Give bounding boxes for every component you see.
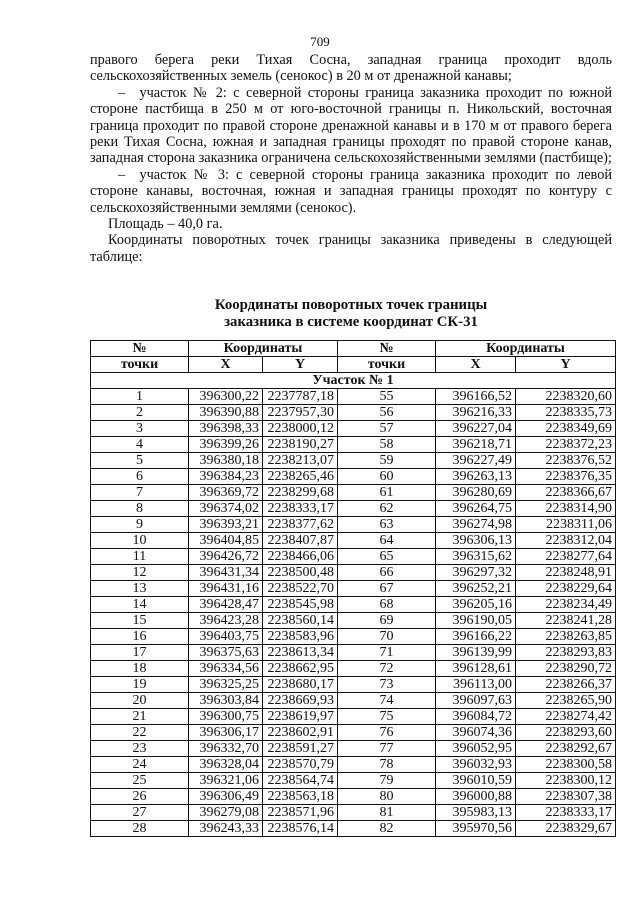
- table-row: [91, 725, 616, 741]
- table-cell: 15: [91, 613, 189, 629]
- header-coordinates: Координаты: [436, 341, 616, 357]
- table-cell: 2238377,62: [263, 517, 338, 533]
- table-cell: 22: [91, 725, 189, 741]
- table-cell: 2238570,79: [263, 757, 338, 773]
- table-cell: 63: [338, 517, 436, 533]
- table-cell: 19: [91, 677, 189, 693]
- paragraph: – участок № 3: с северной стороны граница заказника проходит по левой стороне канавы, восточная, южная и западная границы проходят по контуру с сельскохозяйственными землями (сенокос).: [90, 166, 612, 216]
- table-cell: 25: [91, 773, 189, 789]
- table-cell: 396306,49: [189, 789, 263, 805]
- table-cell: 2238290,72: [516, 661, 616, 677]
- table-cell: 2238571,96: [263, 805, 338, 821]
- table-cell: 2238300,12: [516, 773, 616, 789]
- table-cell: 5: [91, 453, 189, 469]
- table-cell: 396306,13: [436, 533, 516, 549]
- paragraph: Площадь – 40,0 га.: [108, 216, 223, 233]
- table-cell: 396032,93: [436, 757, 516, 773]
- table-cell: 11: [91, 549, 189, 565]
- table-cell: 396428,47: [189, 597, 263, 613]
- table-cell: 3: [91, 421, 189, 437]
- table-row: [91, 581, 616, 597]
- table-cell: 2238213,07: [263, 453, 338, 469]
- table-cell: 78: [338, 757, 436, 773]
- table-cell: 17: [91, 645, 189, 661]
- table-row: [91, 805, 616, 821]
- table-cell: 2238277,64: [516, 549, 616, 565]
- paragraph: – участок № 2: с северной стороны граница заказника проходит по южной стороне пастбища в 250 м от юго-восточной границы п. Никольский, восточная граница проходит по правой стороне дренажной канавы и в 170 м от правого берега реки Тихая Сосна, южная и западная границы проходят по правой стороне канав, западная сторона заказника ограничена сельскохозяйственными землями (пастбище);: [90, 84, 612, 167]
- table-cell: 2238376,35: [516, 469, 616, 485]
- table-cell: 396398,33: [189, 421, 263, 437]
- table-row: [91, 773, 616, 789]
- table-row: [91, 613, 616, 629]
- table-cell: 396274,98: [436, 517, 516, 533]
- table-row: [91, 757, 616, 773]
- table-row: [91, 485, 616, 501]
- table-cell: 396303,84: [189, 693, 263, 709]
- table-cell: 64: [338, 533, 436, 549]
- table-cell: 16: [91, 629, 189, 645]
- table-cell: 396279,08: [189, 805, 263, 821]
- table-cell: 2238329,67: [516, 821, 616, 837]
- table-cell: 396264,75: [436, 501, 516, 517]
- table-cell: 395983,13: [436, 805, 516, 821]
- table-cell: 10: [91, 533, 189, 549]
- table-row: [91, 645, 616, 661]
- header-x: X: [189, 357, 263, 373]
- table-cell: 74: [338, 693, 436, 709]
- table-cell: 2238311,06: [516, 517, 616, 533]
- table-cell: 27: [91, 805, 189, 821]
- table-cell: 66: [338, 565, 436, 581]
- table-cell: 396328,04: [189, 757, 263, 773]
- table-cell: 396252,21: [436, 581, 516, 597]
- table-cell: 396243,33: [189, 821, 263, 837]
- table-cell: 77: [338, 741, 436, 757]
- table-cell: 81: [338, 805, 436, 821]
- table-cell: 396000,88: [436, 789, 516, 805]
- table-cell: 396403,75: [189, 629, 263, 645]
- table-cell: 2238407,87: [263, 533, 338, 549]
- table-row: [91, 549, 616, 565]
- table-row: [91, 693, 616, 709]
- header-point-number-top: №: [91, 341, 189, 357]
- table-cell: 396052,95: [436, 741, 516, 757]
- table-cell: 396384,23: [189, 469, 263, 485]
- table-row: [91, 709, 616, 725]
- table-cell: 396332,70: [189, 741, 263, 757]
- table-cell: 396374,02: [189, 501, 263, 517]
- table-row: [91, 437, 616, 453]
- table-cell: 396010,59: [436, 773, 516, 789]
- table-row: [91, 789, 616, 805]
- table-cell: 396390,88: [189, 405, 263, 421]
- table-cell: 396325,25: [189, 677, 263, 693]
- header-point-number: точки: [91, 357, 189, 373]
- section-heading: Участок № 1: [91, 373, 616, 389]
- table-cell: 8: [91, 501, 189, 517]
- table-cell: 73: [338, 677, 436, 693]
- table-cell: 7: [91, 485, 189, 501]
- table-cell: 26: [91, 789, 189, 805]
- table-cell: 395970,56: [436, 821, 516, 837]
- table-cell: 396280,69: [436, 485, 516, 501]
- table-cell: 2238263,85: [516, 629, 616, 645]
- table-cell: 396084,72: [436, 709, 516, 725]
- table-cell: 2: [91, 405, 189, 421]
- table-cell: 2238265,46: [263, 469, 338, 485]
- table-cell: 56: [338, 405, 436, 421]
- header-point-number-top: №: [338, 341, 436, 357]
- table-cell: 396216,33: [436, 405, 516, 421]
- table-cell: 58: [338, 437, 436, 453]
- table-cell: 396128,61: [436, 661, 516, 677]
- table-cell: 13: [91, 581, 189, 597]
- table-cell: 2238000,12: [263, 421, 338, 437]
- table-cell: 61: [338, 485, 436, 501]
- table-cell: 2238545,98: [263, 597, 338, 613]
- table-cell: 396380,18: [189, 453, 263, 469]
- table-cell: 2238229,64: [516, 581, 616, 597]
- table-cell: 9: [91, 517, 189, 533]
- table-cell: 396393,21: [189, 517, 263, 533]
- table-row: [91, 741, 616, 757]
- table-cell: 20: [91, 693, 189, 709]
- header-coordinates: Координаты: [189, 341, 338, 357]
- table-row: [91, 821, 616, 837]
- table-cell: 396306,17: [189, 725, 263, 741]
- table-row: [91, 405, 616, 421]
- table-cell: 2238662,95: [263, 661, 338, 677]
- table-cell: 396227,49: [436, 453, 516, 469]
- table-cell: 67: [338, 581, 436, 597]
- table-cell: 2238563,18: [263, 789, 338, 805]
- table-cell: 65: [338, 549, 436, 565]
- table-cell: 24: [91, 757, 189, 773]
- table-cell: 2238293,83: [516, 645, 616, 661]
- table-cell: 2238376,52: [516, 453, 616, 469]
- table-cell: 2238680,17: [263, 677, 338, 693]
- table-cell: 68: [338, 597, 436, 613]
- table-cell: 396139,99: [436, 645, 516, 661]
- table-row: [91, 661, 616, 677]
- table-cell: 2238522,70: [263, 581, 338, 597]
- table-cell: 2238274,42: [516, 709, 616, 725]
- table-cell: 2238333,17: [263, 501, 338, 517]
- table-cell: 396426,72: [189, 549, 263, 565]
- body-text: [90, 52, 612, 265]
- table-cell: 14: [91, 597, 189, 613]
- table-cell: 2238293,60: [516, 725, 616, 741]
- table-cell: 2238314,90: [516, 501, 616, 517]
- table-cell: 396263,13: [436, 469, 516, 485]
- table-cell: 6: [91, 469, 189, 485]
- table-cell: 396097,63: [436, 693, 516, 709]
- table-cell: 2237957,30: [263, 405, 338, 421]
- table-cell: 1: [91, 389, 189, 405]
- table-cell: 396315,62: [436, 549, 516, 565]
- table-cell: 2238669,93: [263, 693, 338, 709]
- header-x: X: [436, 357, 516, 373]
- table-cell: 396218,71: [436, 437, 516, 453]
- table-cell: 396074,36: [436, 725, 516, 741]
- table-cell: 2238564,74: [263, 773, 338, 789]
- table-cell: 70: [338, 629, 436, 645]
- table-cell: 2238234,49: [516, 597, 616, 613]
- table-cell: 4: [91, 437, 189, 453]
- table-cell: 2238299,68: [263, 485, 338, 501]
- table-cell: 396431,34: [189, 565, 263, 581]
- table-cell: 2238265,90: [516, 693, 616, 709]
- table-cell: 396166,52: [436, 389, 516, 405]
- table-cell: 57: [338, 421, 436, 437]
- table-cell: 396369,72: [189, 485, 263, 501]
- table-cell: 396166,22: [436, 629, 516, 645]
- table-row: [91, 629, 616, 645]
- table-cell: 18: [91, 661, 189, 677]
- table-cell: 2238300,58: [516, 757, 616, 773]
- table-cell: 396300,22: [189, 389, 263, 405]
- table-cell: 396321,06: [189, 773, 263, 789]
- table-cell: 2238190,27: [263, 437, 338, 453]
- table-row: [91, 453, 616, 469]
- table-cell: 2238576,14: [263, 821, 338, 837]
- table-cell: 396113,00: [436, 677, 516, 693]
- table-row: [91, 517, 616, 533]
- table-cell: 2238333,17: [516, 805, 616, 821]
- table-cell: 396227,04: [436, 421, 516, 437]
- table-cell: 2238466,06: [263, 549, 338, 565]
- table-caption-line-2: заказника в системе координат СК-31: [224, 314, 478, 330]
- table-cell: 79: [338, 773, 436, 789]
- table-cell: 55: [338, 389, 436, 405]
- table-cell: 2237787,18: [263, 389, 338, 405]
- table-cell: 60: [338, 469, 436, 485]
- table-cell: 2238248,91: [516, 565, 616, 581]
- table-cell: 12: [91, 565, 189, 581]
- table-row: [91, 533, 616, 549]
- header-point-number: точки: [338, 357, 436, 373]
- paragraph: правого берега реки Тихая Сосна, западная граница проходит вдоль сельскохозяйственных земель (сенокос) в 20 м от дренажной канавы;: [90, 52, 612, 85]
- table-cell: 396375,63: [189, 645, 263, 661]
- table-cell: 396431,16: [189, 581, 263, 597]
- coordinates-table: [90, 340, 616, 837]
- header-y: Y: [263, 357, 338, 373]
- table-cell: 82: [338, 821, 436, 837]
- table-cell: 2238320,60: [516, 389, 616, 405]
- table-cell: 2238292,67: [516, 741, 616, 757]
- table-row: [91, 597, 616, 613]
- table-cell: 2238335,73: [516, 405, 616, 421]
- table-cell: 396423,28: [189, 613, 263, 629]
- header-y: Y: [516, 357, 616, 373]
- table-cell: 28: [91, 821, 189, 837]
- table-cell: 59: [338, 453, 436, 469]
- table-cell: 72: [338, 661, 436, 677]
- table-cell: 396334,56: [189, 661, 263, 677]
- table-cell: 2238591,27: [263, 741, 338, 757]
- table-row: [91, 565, 616, 581]
- paragraph: Координаты поворотных точек границы заказника приведены в следующей таблице:: [90, 232, 612, 265]
- table-caption-line-1: Координаты поворотных точек границы: [214, 297, 488, 313]
- table-row: [91, 501, 616, 517]
- table-cell: 71: [338, 645, 436, 661]
- table-cell: 396205,16: [436, 597, 516, 613]
- table-cell: 396399,26: [189, 437, 263, 453]
- table-cell: 23: [91, 741, 189, 757]
- table-cell: 2238619,97: [263, 709, 338, 725]
- table-cell: 2238349,69: [516, 421, 616, 437]
- table-cell: 396300,75: [189, 709, 263, 725]
- table-row: [91, 469, 616, 485]
- table-cell: 21: [91, 709, 189, 725]
- table-cell: 2238366,67: [516, 485, 616, 501]
- table-cell: 2238307,38: [516, 789, 616, 805]
- table-cell: 2238560,14: [263, 613, 338, 629]
- page-number: 709: [310, 34, 330, 49]
- table-cell: 2238602,91: [263, 725, 338, 741]
- table-cell: 2238266,37: [516, 677, 616, 693]
- table-caption: [90, 297, 612, 331]
- table-cell: 2238372,23: [516, 437, 616, 453]
- table-cell: 69: [338, 613, 436, 629]
- table-cell: 396297,32: [436, 565, 516, 581]
- table-cell: 62: [338, 501, 436, 517]
- table-cell: 2238312,04: [516, 533, 616, 549]
- table-cell: 396404,85: [189, 533, 263, 549]
- table-cell: 2238583,96: [263, 629, 338, 645]
- table-cell: 2238500,48: [263, 565, 338, 581]
- table-cell: 75: [338, 709, 436, 725]
- table-row: [91, 389, 616, 405]
- table-cell: 2238613,34: [263, 645, 338, 661]
- table-cell: 80: [338, 789, 436, 805]
- table-row: [91, 677, 616, 693]
- table-cell: 76: [338, 725, 436, 741]
- table-row: [91, 421, 616, 437]
- table-cell: 2238241,28: [516, 613, 616, 629]
- table-cell: 396190,05: [436, 613, 516, 629]
